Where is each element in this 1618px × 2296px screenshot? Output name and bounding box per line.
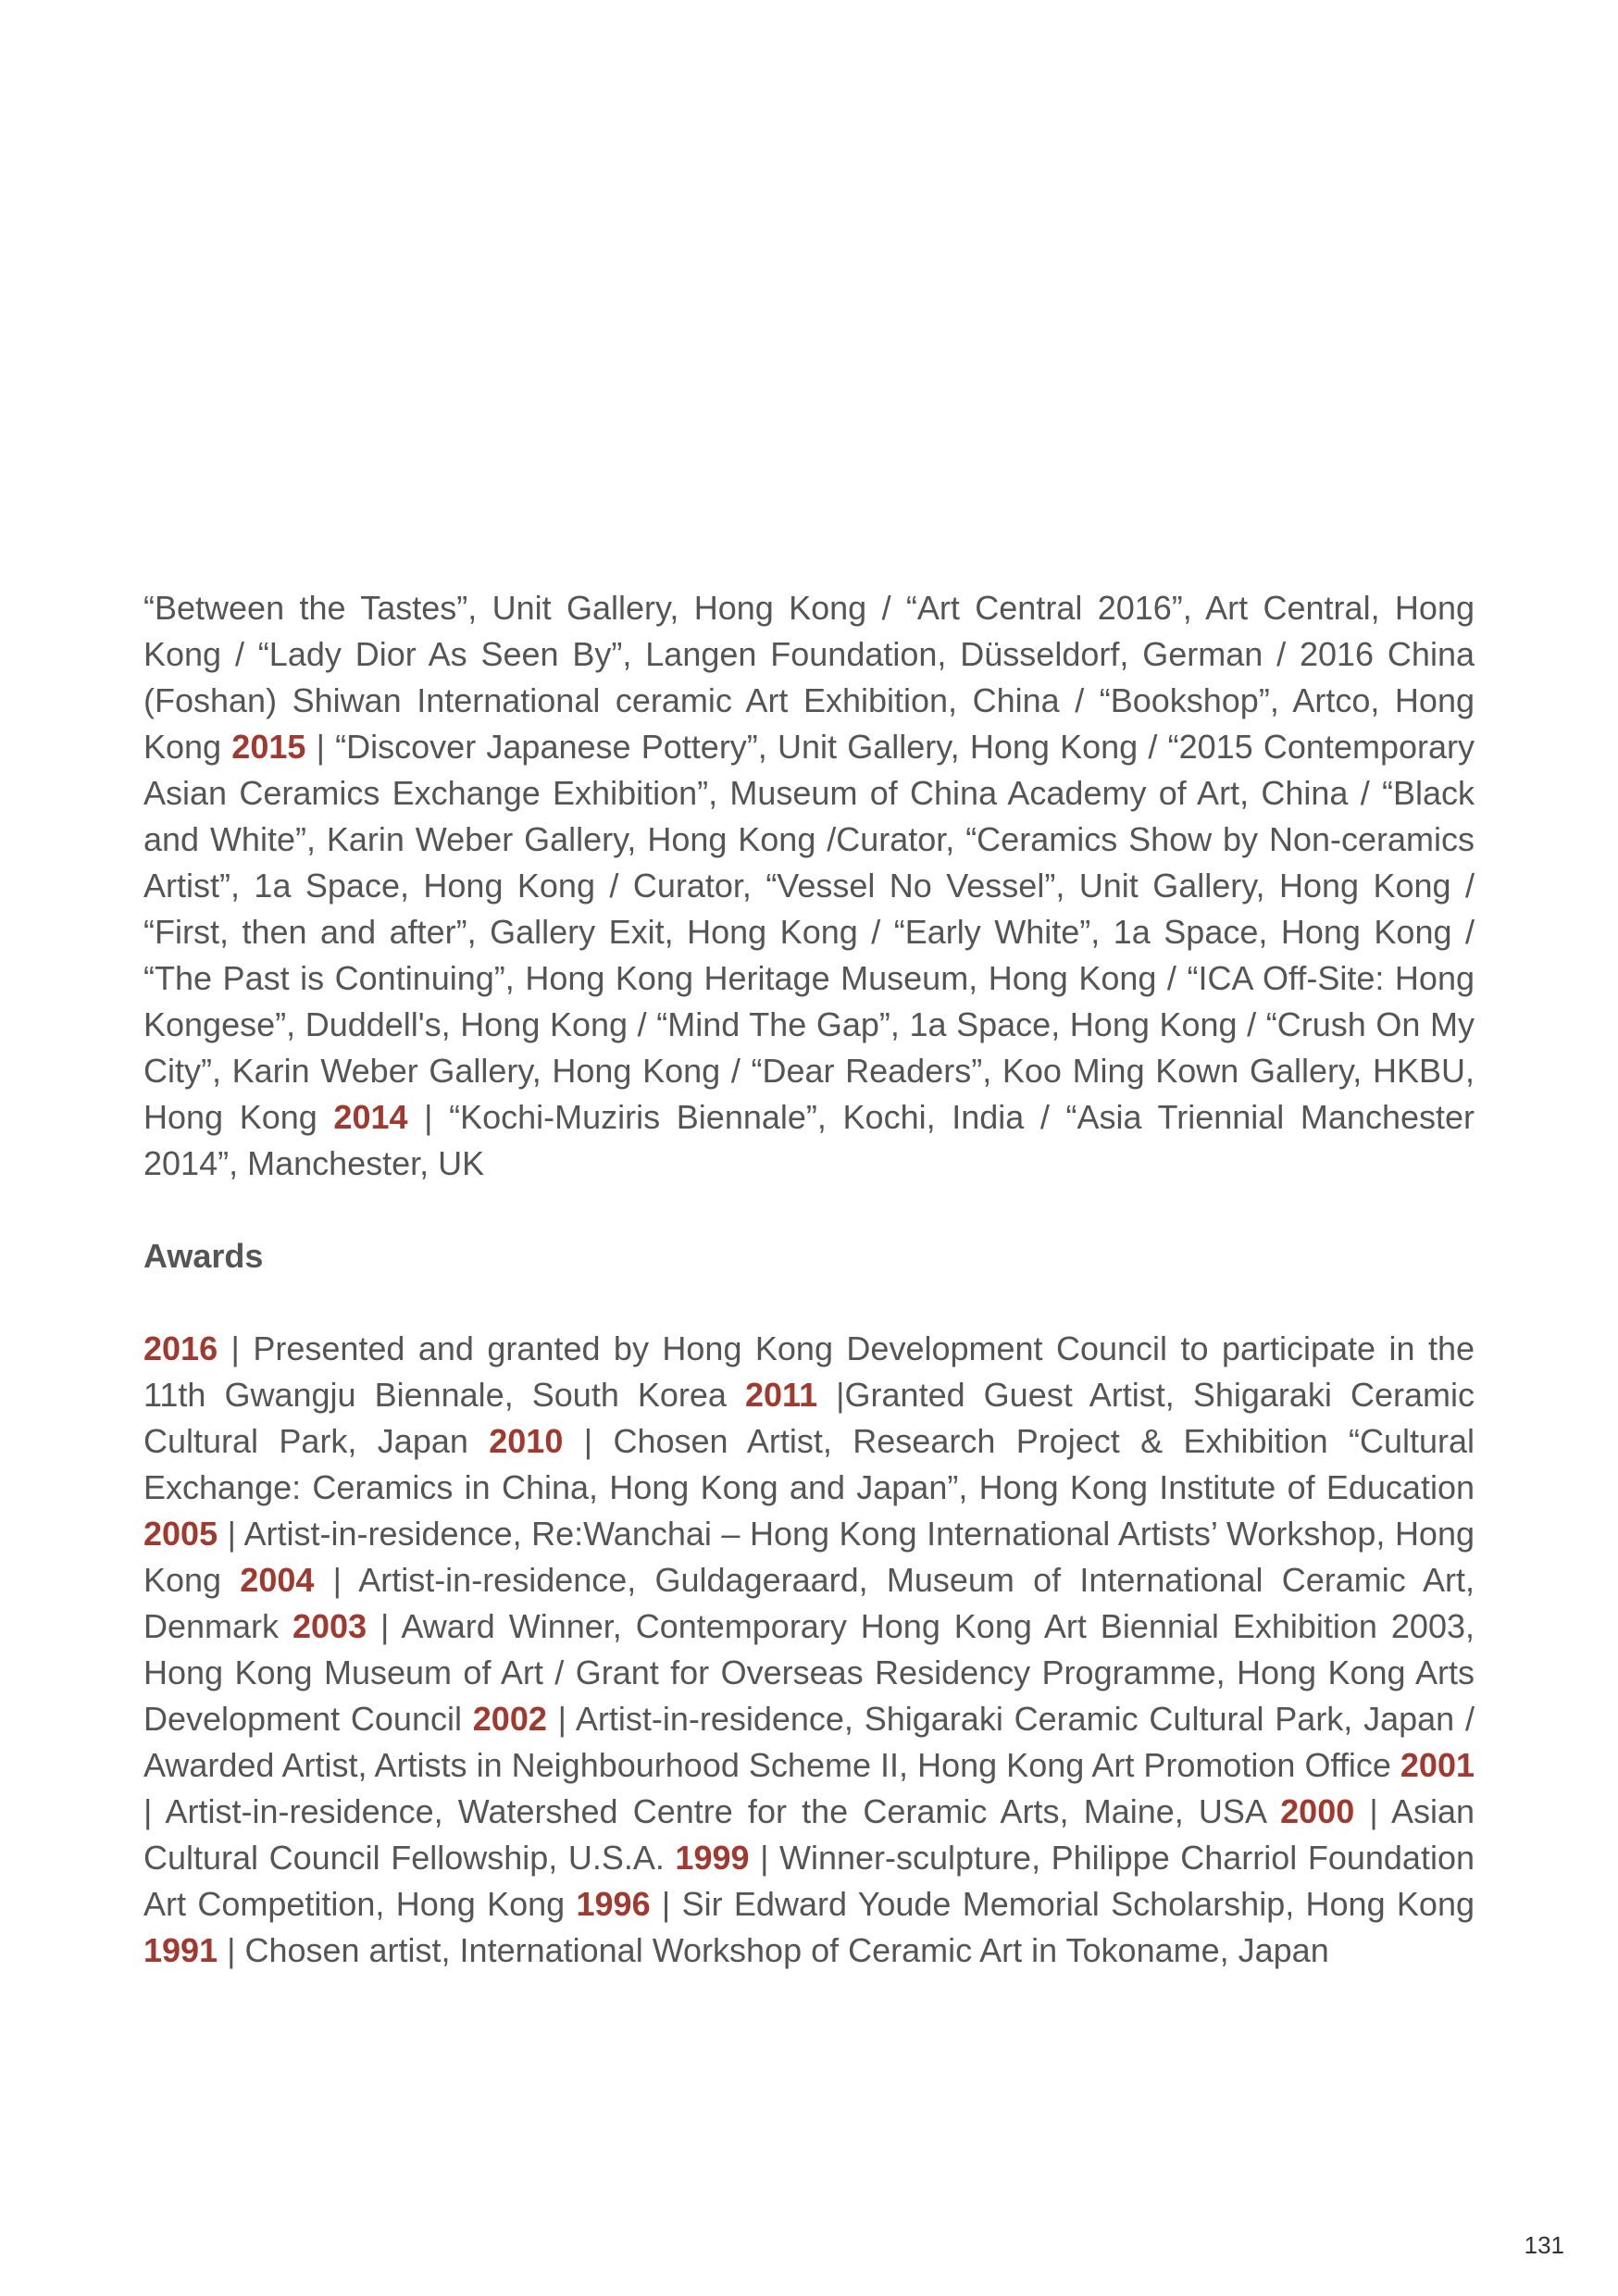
paragraph-text: | Artist-in-residence, Re:Wanchai – Hong Kong International Artists’ Workshop, Hong Kong bbox=[143, 1515, 1475, 1599]
year-label: 2016 bbox=[143, 1329, 218, 1367]
paragraph-text: | Artist-in-residence, Shigaraki Ceramic Cultural Park, Japan / Awarded Artist, Artists in Neighbourhood Scheme II, Hong Kong Art Promotion Office bbox=[143, 1700, 1475, 1784]
year-label: 2001 bbox=[1400, 1746, 1475, 1784]
year-label: 2015 bbox=[231, 728, 306, 766]
paragraph-text: | Artist-in-residence, Watershed Centre for the Ceramic Arts, Maine, USA bbox=[143, 1792, 1281, 1830]
year-label: 1991 bbox=[143, 1931, 218, 1969]
paragraph-text: | “Discover Japanese Pottery”, Unit Gallery, Hong Kong / “2015 Contemporary Asian Ceramics Exchange Exhibition”, Museum of China Academy of Art, China / “Black and White”, Karin Weber Gallery, Hong Kong /Curator, “Ceramics Show by Non-ceramics Artist”, 1a Space, Hong Kong / Curator, “Vessel No Vessel”, Unit Gallery, Hong Kong / “First, then and after”, Gallery Exit, Hong Kong / “Early White”, 1a Space, Hong Kong / “The Past is Continuing”, Hong Kong Heritage Museum, Hong Kong / “ICA Off-Site: Hong Kongese”, Duddell's, Hong Kong / “Mind The Gap”, 1a Space, Hong Kong / “Crush On My City”, Karin Weber Gallery, Hong Kong / “Dear Readers”, Koo Ming Kown Gallery, HKBU, Hong Kong bbox=[143, 728, 1475, 1136]
year-label: 2011 bbox=[745, 1376, 818, 1414]
paragraph-text: “Between the Tastes”, Unit Gallery, Hong Kong / “Art Central 2016”, Art Central, Hong Kong / “Lady Dior As Seen By”, Langen Foundation, Düsseldorf, German / 2016 China (Foshan) Shiwan International ceramic Art Exhibition, China / “Bookshop”, Artco, Hong Kong bbox=[143, 589, 1475, 766]
exhibitions-paragraph bbox=[143, 585, 1475, 1187]
paragraph-text: | Presented and granted by Hong Kong Development Council to participate in the 11th Gwangju Biennale, South Korea bbox=[143, 1329, 1475, 1414]
paragraph-text: | Chosen artist, International Workshop of Ceramic Art in Tokoname, Japan bbox=[218, 1931, 1329, 1969]
year-label: 1999 bbox=[675, 1839, 750, 1877]
awards-heading: Awards bbox=[143, 1237, 264, 1275]
paragraph-text: | “Kochi-Muziris Biennale”, Kochi, India / “Asia Triennial Manchester 2014”, Manchester, UK bbox=[143, 1098, 1475, 1182]
year-label: 2014 bbox=[333, 1098, 408, 1136]
paragraph-text: |Granted Guest Artist, Shigaraki Ceramic Cultural Park, Japan bbox=[143, 1376, 1475, 1460]
paragraph-text: | Artist-in-residence, Guldageraard, Museum of International Ceramic Art, Denmark bbox=[143, 1561, 1475, 1645]
year-label: 2010 bbox=[489, 1422, 564, 1460]
paragraph-text: | Winner-sculpture, Philippe Charriol Foundation Art Competition, Hong Kong bbox=[143, 1839, 1475, 1923]
year-label: 2002 bbox=[472, 1700, 547, 1738]
year-label: 2004 bbox=[240, 1561, 315, 1599]
awards-paragraph bbox=[143, 1326, 1475, 1974]
page-number: 131 bbox=[1524, 2231, 1564, 2259]
year-label: 2000 bbox=[1280, 1792, 1355, 1830]
paragraph-text: | Award Winner, Contemporary Hong Kong Art Biennial Exhibition 2003, Hong Kong Museum of Art / Grant for Overseas Residency Programme, Hong Kong Arts Development Council bbox=[143, 1607, 1475, 1738]
year-label: 2003 bbox=[292, 1607, 367, 1645]
paragraph-text: | Sir Edward Youde Memorial Scholarship, Hong Kong bbox=[650, 1885, 1475, 1923]
year-label: 1996 bbox=[576, 1885, 651, 1923]
paragraph-text: | Chosen Artist, Research Project & Exhibition “Cultural Exchange: Ceramics in China, Hong Kong and Japan”, Hong Kong Institute of Education bbox=[143, 1422, 1475, 1506]
paragraph-text: | Asian Cultural Council Fellowship, U.S.A. bbox=[143, 1792, 1475, 1877]
year-label: 2005 bbox=[143, 1515, 218, 1553]
